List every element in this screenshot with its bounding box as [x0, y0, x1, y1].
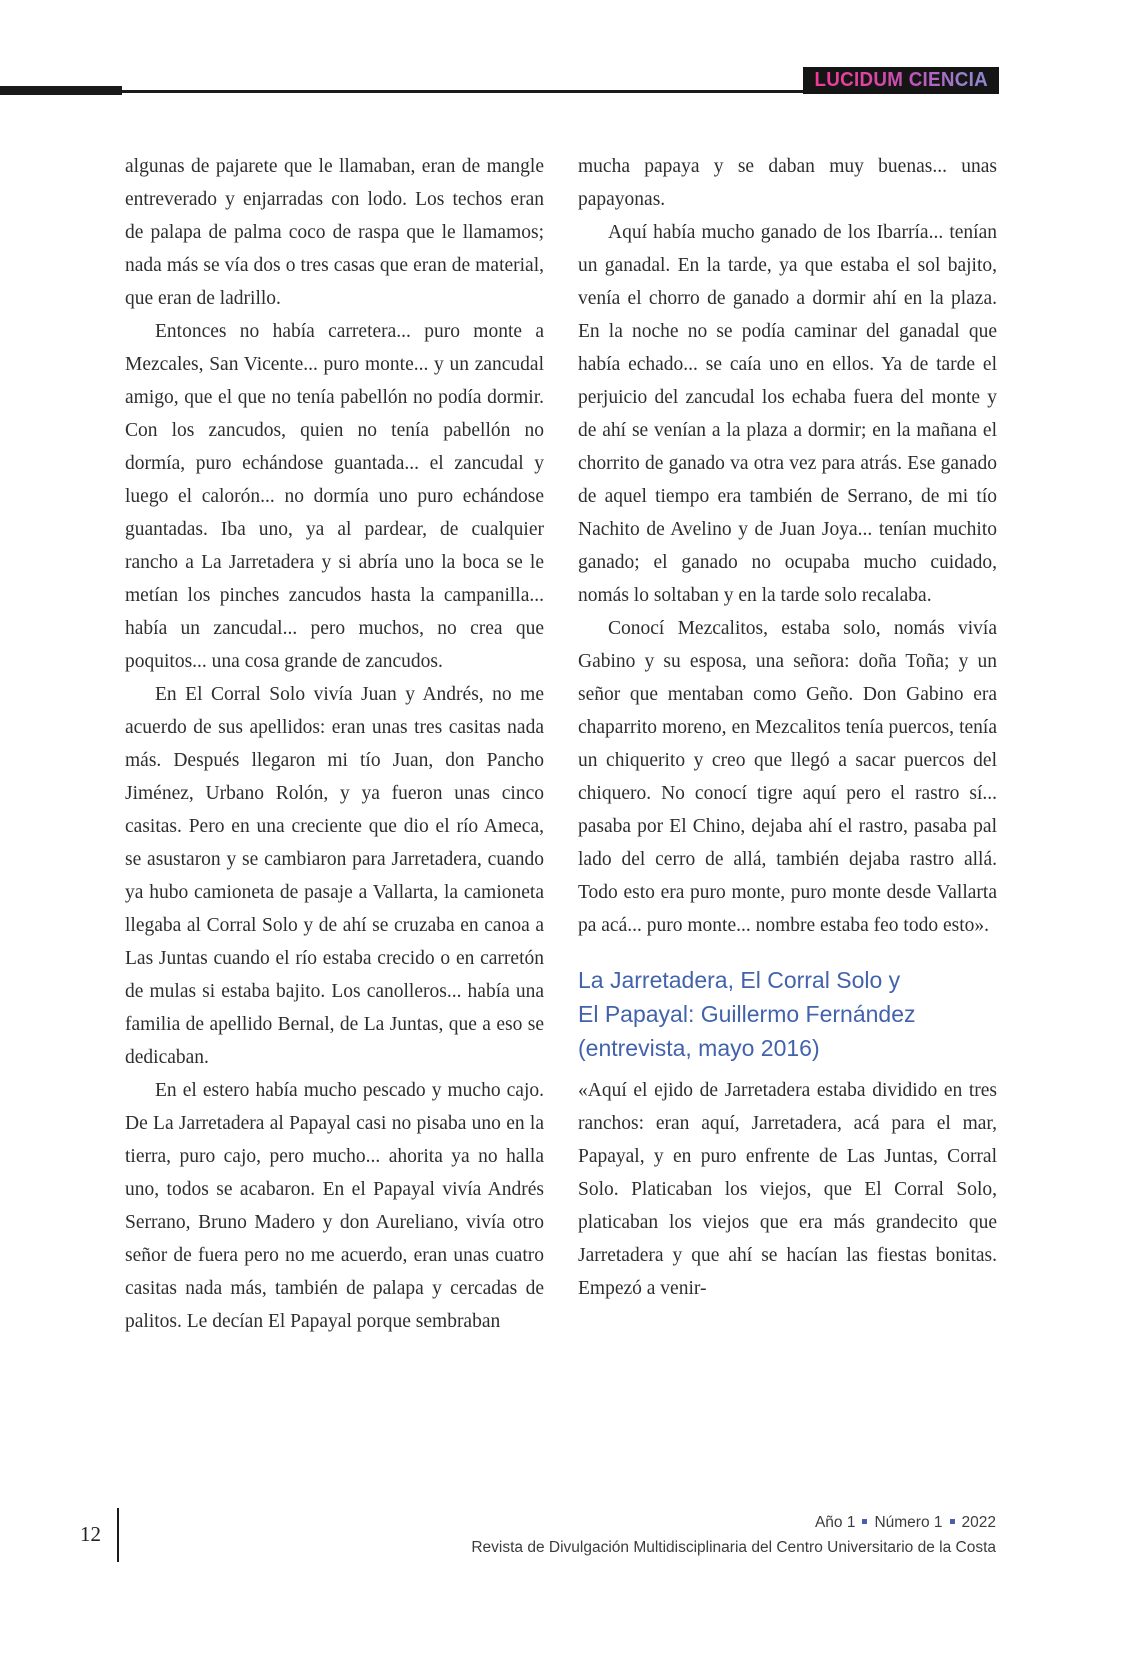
page-number: 12 [80, 1522, 101, 1546]
issue-number-label: Número 1 [874, 1514, 943, 1531]
issue-date-label: 2022 [961, 1514, 996, 1531]
paragraph: Conocí Mezcalitos, estaba solo, nomás vivía Gabino y su esposa, una señora: doña Toña; y un señor que mentaban como Geño. Don Gabino era chaparrito moreno, en Mezcalitos tenía puercos, tenía un chiquerito y creo que llegó a sacar puercos del chiquero. No conocí tigre aquí pero el rastro sí... pasaba por El Chino, dejaba ahí el rastro, pasaba pal lado del cerro de allá, también dejaba rastro allá. Todo esto era puro monte, puro monte desde Vallarta pa acá... puro monte... nombre estaba feo todo esto». [578, 618, 997, 936]
paragraph: Entonces no había carretera... puro monte a Mezcales, San Vicente... puro monte... y un zancudal amigo, que el que no tenía pabellón no podía dormir. Con los zancudos, quien no tenía pabellón no dormía, puro echándose guantada... el zancudal y luego el calorón... no dormía uno puro echándose guantadas. Iba uno, ya al pardear, de cualquier rancho a La Jarretadera y si abría uno la boca se le metían los pinches zancudos hasta la campanilla... había un zancudal... pero muchos, no crea que poquitos... una cosa grande de zancudos. [125, 321, 544, 672]
page-number-divider [117, 1508, 119, 1562]
paragraph: En el estero había mucho pescado y mucho cajo. De La Jarretadera al Papayal casi no pisaba uno en la tierra, puro cajo, pero mucho... ahorita ya no halla uno, todos se acabaron. En el Papayal vivía Andrés Serrano, Bruno Madero y don Aureliano, vivía otro señor de fuera pero no me acuerdo, eran unas cuatro casitas nada más, también de palapa y cercadas de palitos. Le decían El Papayal porque sembraban [125, 1080, 544, 1332]
left-column [125, 150, 544, 1338]
section-heading-line: La Jarretadera, El Corral Solo y [578, 967, 901, 993]
issue-info [471, 1510, 996, 1535]
paragraph: En El Corral Solo vivía Juan y Andrés, no me acuerdo de sus apellidos: eran unas tres casitas nada más. Después llegaron mi tío Juan, don Pancho Jiménez, Urbano Rolón, y ya fueron unas cinco casitas. Pero en una creciente que dio el río Ameca, se asustaron y se cambiaron para Jarretadera, cuando ya hubo camioneta de pasaje a Vallarta, la camioneta llegaba al Corral Solo y de ahí se cruzaba en canoa a Las Juntas cuando el río estaba crecido o en carretón de mulas si estaba bajito. Los canolleros... había una familia de apellido Bernal, de La Juntas, que a eso se dedicaban. [125, 684, 544, 1068]
paragraph: Aquí había mucho ganado de los Ibarría... tenían un ganadal. En la tarde, ya que estaba el sol bajito, venía el chorro de ganado a dormir ahí en la plaza. En la noche no se podía caminar del ganadal que había echado... se caía uno en ellos. Ya de tarde el perjuicio del zancudal los echaba fuera del monte y de ahí se venían a la plaza a dormir; en la mañana el chorrito de ganado va otra vez para atrás. Ese ganado de aquel tiempo era también de Serrano, de mi tío Nachito de Avelino y de Juan Joya... tenían muchito ganado; el ganado no ocupaba mucho cuidado, nomás lo soltaban y en la tarde solo recalaba. [578, 222, 997, 606]
section-heading-line: El Papayal: Guillermo Fernández [578, 1001, 916, 1027]
paragraph: mucha papaya y se daban muy buenas... unas papayonas. [578, 156, 997, 210]
section-heading-line: (entrevista, mayo 2016) [578, 1035, 820, 1061]
footer-meta [471, 1510, 996, 1560]
journal-logo [803, 67, 999, 94]
right-column [578, 150, 997, 1338]
header-rule [0, 90, 806, 93]
square-separator-icon [862, 1519, 867, 1524]
issue-year-label: Año 1 [814, 1514, 856, 1531]
paragraph: algunas de pajarete que le llamaban, eran de mangle entreverado y enjarradas con lodo. Los techos eran de palapa de palma coco de raspa que le llamamos; nada más se vía dos o tres casas que eran de material, que eran de ladrillo. [125, 156, 544, 309]
square-separator-icon [950, 1519, 955, 1524]
journal-logo-text: LUCIDUM CIENCIA [814, 69, 988, 91]
article-body [125, 150, 997, 1338]
paragraph: «Aquí el ejido de Jarretadera estaba dividido en tres ranchos: eran aquí, Jarretadera, acá para el mar, Papayal, y en puro enfrente de Las Juntas, Corral Solo. Platicaban los viejos, que El Corral Solo, platicaban los viejos que era más grandecito que Jarretadera y que ahí se hacían las fiestas bonitas. Empezó a venir- [578, 1080, 997, 1299]
journal-name: Revista de Divulgación Multidisciplinaria del Centro Universitario de la Costa [471, 1539, 996, 1556]
section-heading [578, 963, 997, 1065]
